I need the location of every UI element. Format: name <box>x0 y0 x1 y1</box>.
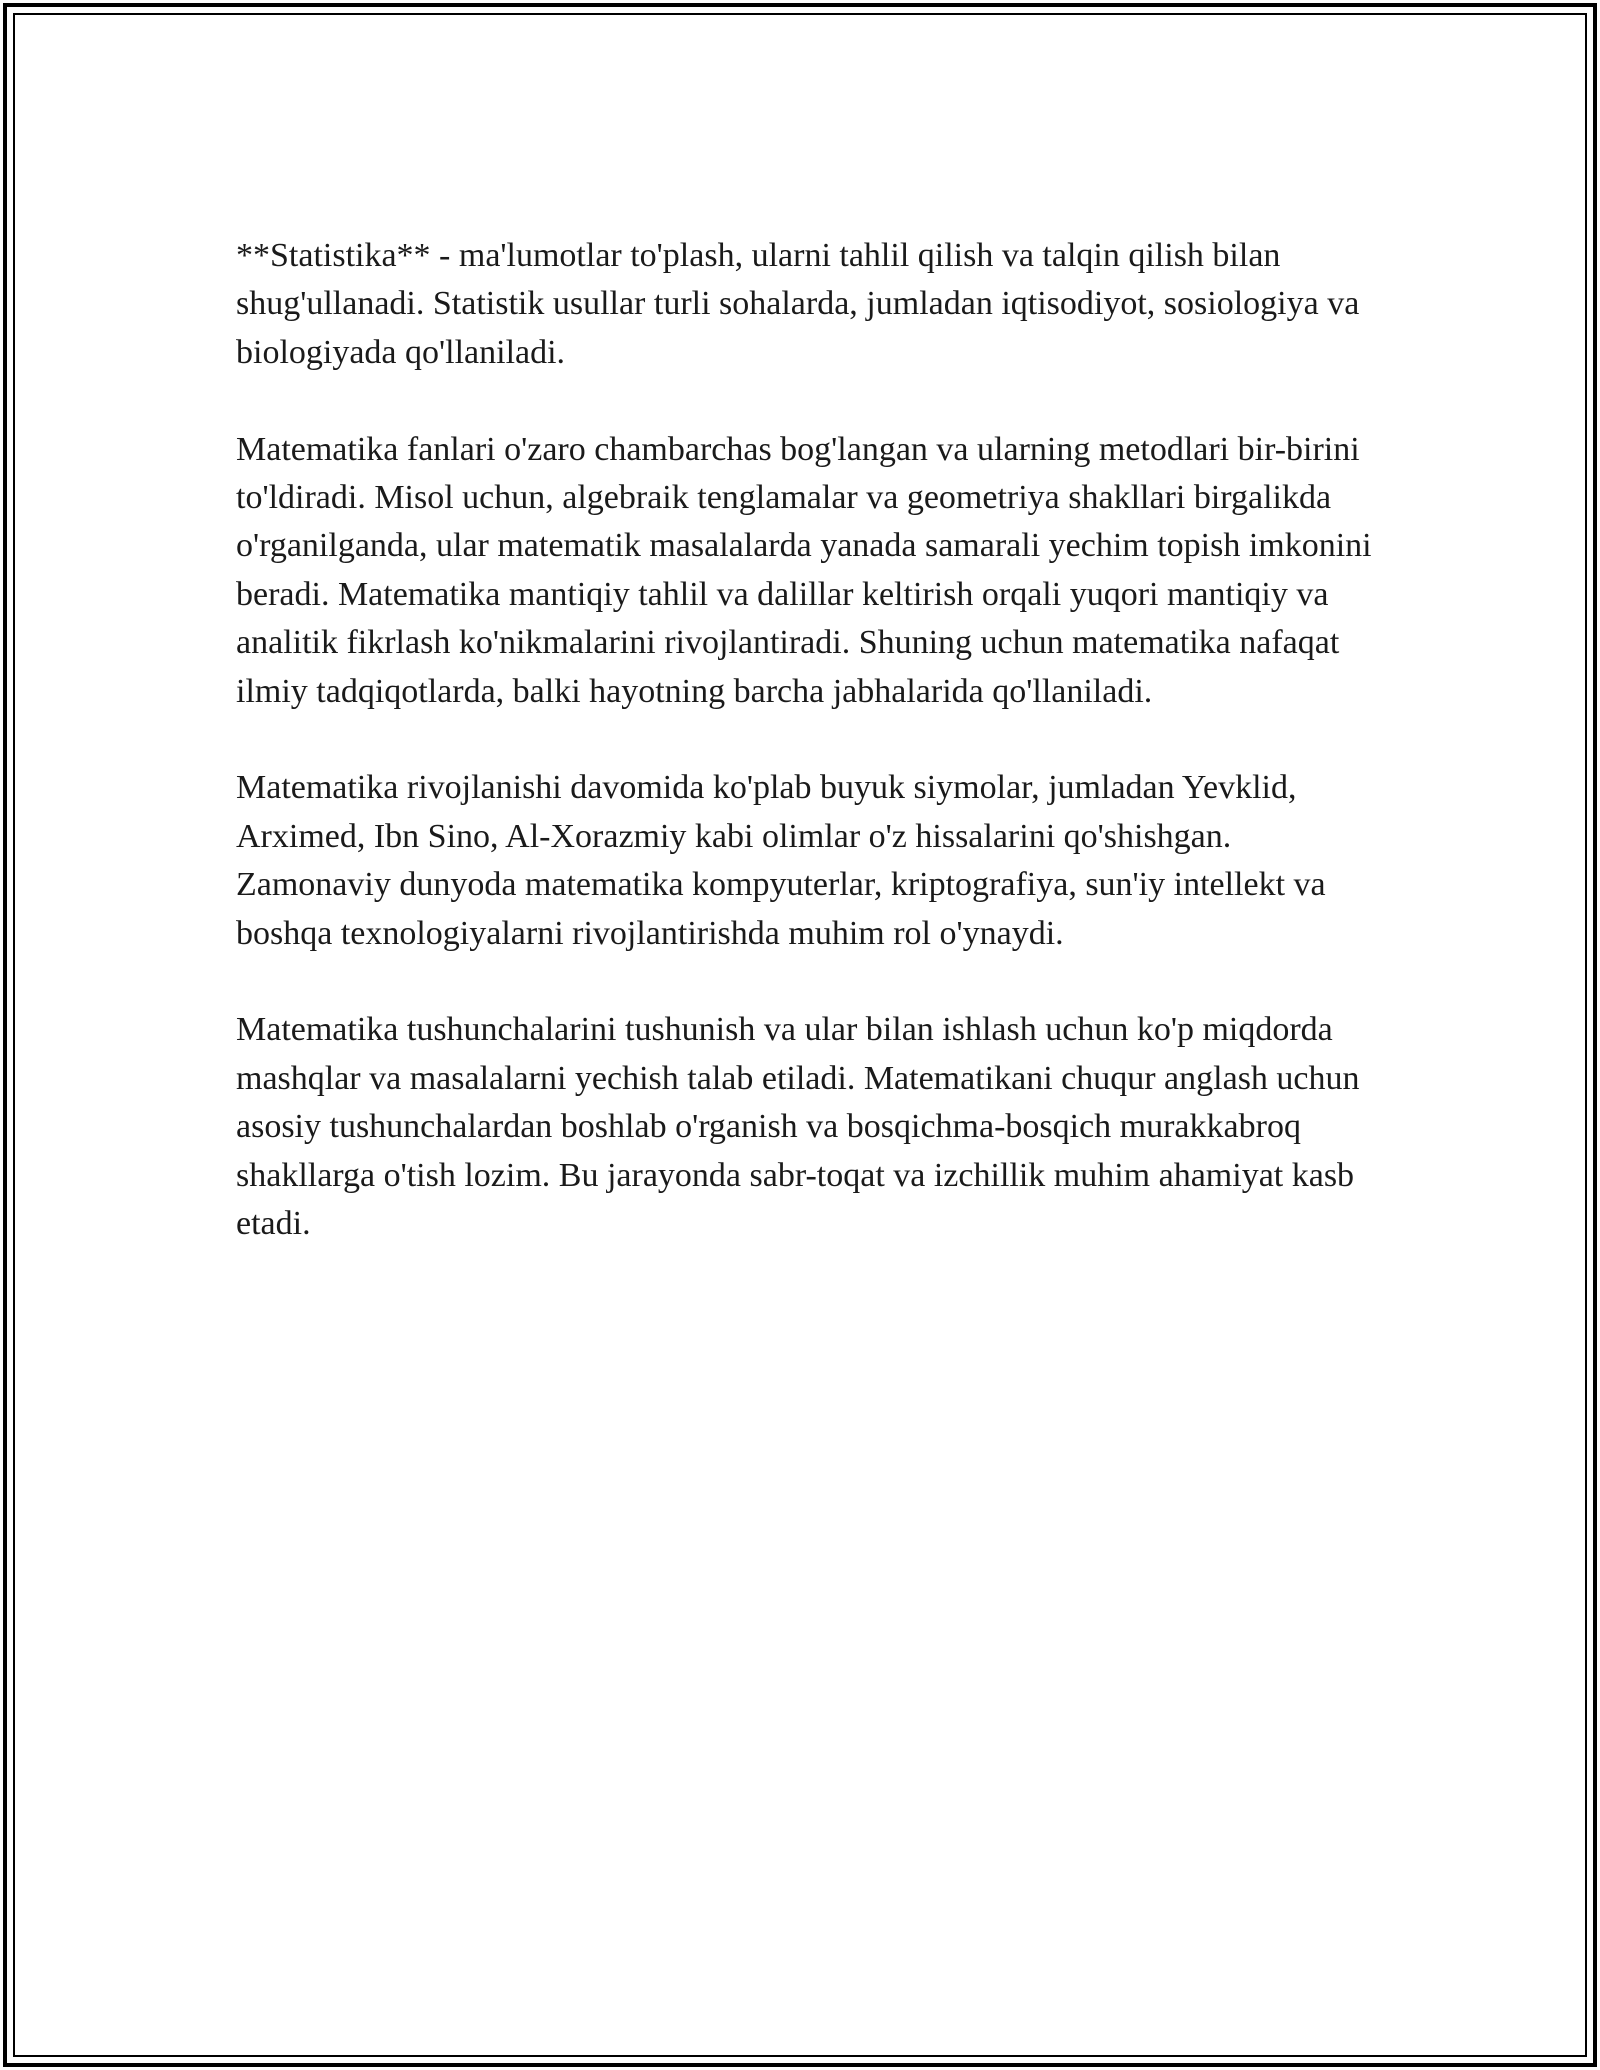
document-body <box>236 232 1386 1297</box>
paragraph-statistika: **Statistika** - ma'lumotlar to'plash, ularni tahlil qilish va talqin qilish bilan shug'ullanadi. Statistik usullar turli sohalarda, jumladan iqtisodiyot, sosiologiya va biologiyada qo'llaniladi. <box>236 237 1360 371</box>
paragraph-matematika-tushunchalari: Matematika tushunchalarini tushunish va ular bilan ishlash uchun ko'p miqdorda mashqlar va masalalarni yechish talab etiladi. Matematikani chuqur anglash uchun asosiy tushunchalardan boshlab o'rganish va bosqichma-bosqich murakkabroq shakllarga o'tish lozim. Bu jarayonda sabr-toqat va izchillik muhim ahamiyat kasb etadi. <box>236 1011 1360 1243</box>
paragraph-matematika-rivojlanishi: Matematika rivojlanishi davomida ko'plab buyuk siymolar, jumladan Yevklid, Arximed, Ibn Sino, Al-Xorazmiy kabi olimlar o'z hissalarini qo'shishgan. Zamonaviy dunyoda matematika kompyuterlar, kriptografiya, sun'iy intellekt va boshqa texnologiyalarni rivojlantirishda muhim rol o'ynaydi. <box>236 769 1326 952</box>
paragraph-matematika-fanlari: Matematika fanlari o'zaro chambarchas bog'langan va ularning metodlari bir-birini to'ldiradi. Misol uchun, algebraik tenglamalar va geometriya shakllari birgalikda o'rganilganda, ular matematik masalalarda yanada samarali yechim topish imkonini beradi. Matematika mantiqiy tahlil va dalillar keltirish orqali yuqori mantiqiy va analitik fikrlash ko'nikmalarini rivojlantiradi. Shuning uchun matematika nafaqat ilmiy tadqiqotlarda, balki hayotning barcha jabhalarida qo'llaniladi. <box>236 430 1372 710</box>
